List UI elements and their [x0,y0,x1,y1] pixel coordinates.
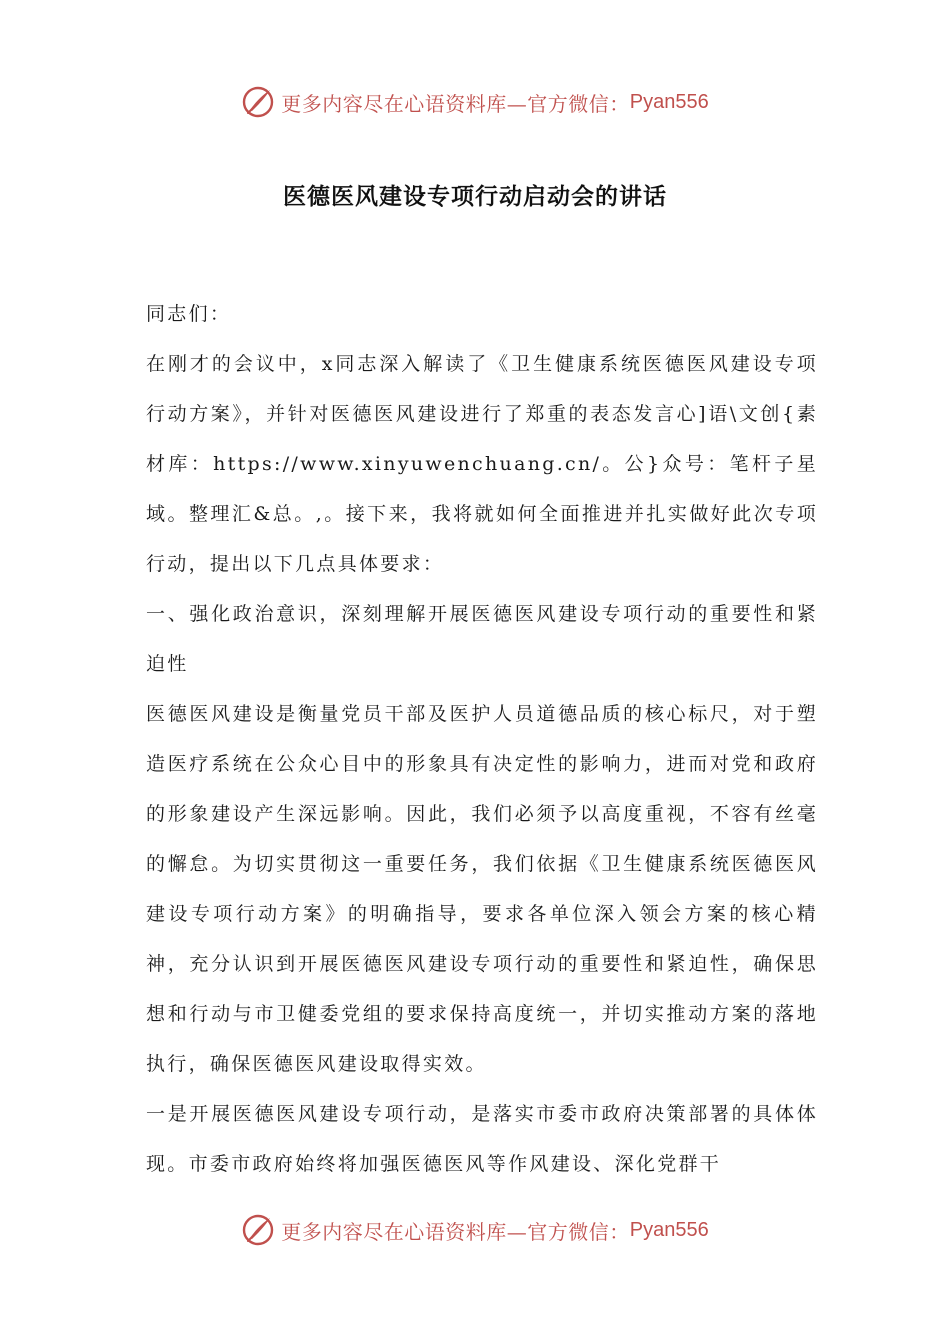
watermark-text: 更多内容尽在心语资料库—官方微信： [281,91,630,116]
quill-logo-icon [241,1213,275,1247]
salutation: 同志们： [146,303,232,325]
document-title: 医德医风建设专项行动启动会的讲话 [283,184,667,210]
watermark-footer [0,1210,950,1250]
watermark-text: 更多内容尽在心语资料库—官方微信： [281,1219,630,1244]
document-body [146,289,818,1189]
paragraph-intro: 在刚才的会议中，x同志深入解读了《卫生健康系统医德医风建设专项行动方案》，并针对医德医风建设进行了郑重的表态发言心]语\文创{素材库：https://www.xinyuwenchuang.cn/。公}众号：笔杆子星域。整理汇&总。,。接下来，我将就如何全面推进并扎实做好此次专项行动，提出以下几点具体要求： [146,353,818,575]
quill-logo-icon [241,85,275,119]
watermark-account: Pyan556 [629,1218,709,1241]
section-heading-1: 一、强化政治意识，深刻理解开展医德医风建设专项行动的重要性和紧迫性 [146,603,818,675]
paragraph-point-1: 一是开展医德医风建设专项行动，是落实市委市政府决策部署的具体体现。市委市政府始终将加强医德医风等作风建设、深化党群干 [146,1103,818,1175]
paragraph-body: 医德医风建设是衡量党员干部及医护人员道德品质的核心标尺，对于塑造医疗系统在公众心目中的形象具有决定性的影响力，进而对党和政府的形象建设产生深远影响。因此，我们必须予以高度重视，不容有丝毫的懈怠。为切实贯彻这一重要任务，我们依据《卫生健康系统医德医风建设专项行动方案》的明确指导，要求各单位深入领会方案的核心精神，充分认识到开展医德医风建设专项行动的重要性和紧迫性，确保思想和行动与市卫健委党组的要求保持高度统一，并切实推动方案的落地执行，确保医德医风建设取得实效。 [146,703,818,1075]
watermark-account: Pyan556 [629,90,709,113]
watermark-header [0,82,950,122]
